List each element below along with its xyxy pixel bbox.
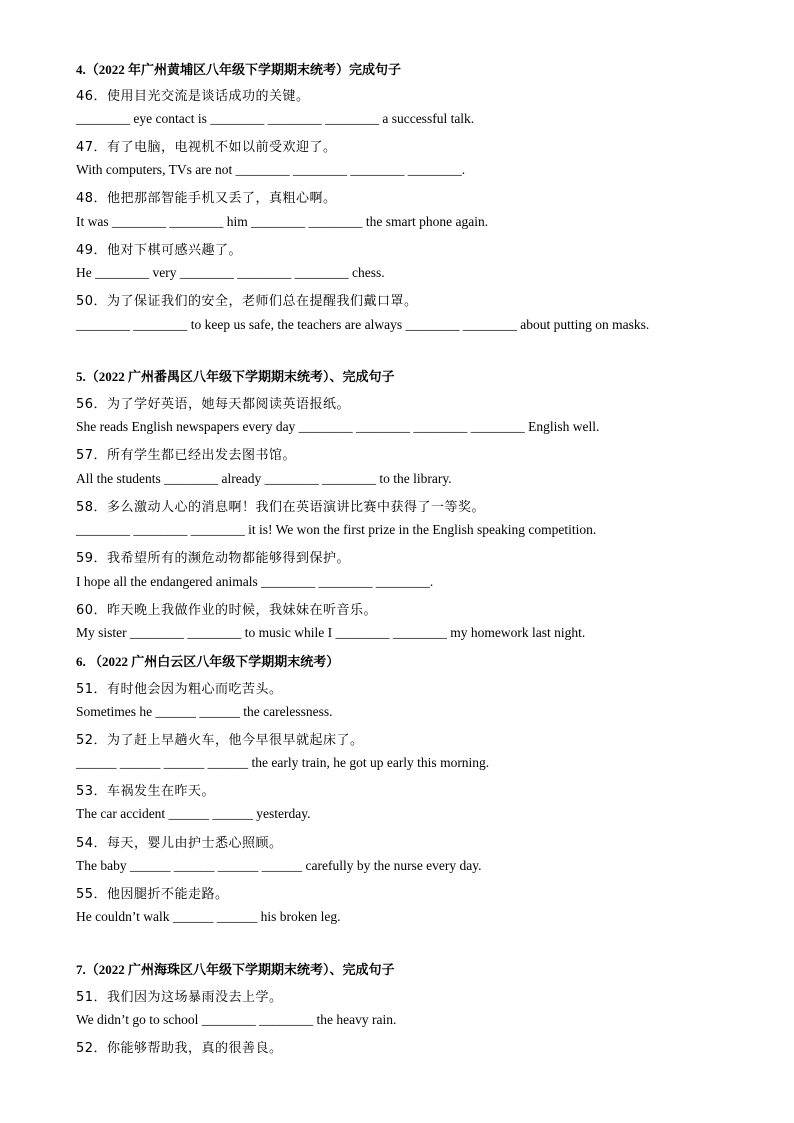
question-48-chinese: 48．他把那部智能手机又丢了，真粗心啊。 bbox=[76, 191, 337, 206]
question-46-chinese: 46．使用目光交流是谈话成功的关键。 bbox=[76, 89, 310, 104]
question-56-english: She reads English newspapers every day ________ ________ ________ ________ English well. bbox=[76, 419, 600, 434]
question-58-chinese: 58．多么激动人心的消息啊！我们在英语演讲比赛中获得了一等奖。 bbox=[76, 500, 486, 515]
question-53-english: The car accident ______ ______ yesterday. bbox=[76, 806, 311, 821]
question-60-chinese: 60．昨天晚上我做作业的时候，我妹妹在听音乐。 bbox=[76, 603, 378, 618]
question-51-chinese: 51．有时他会因为粗心而吃苦头。 bbox=[76, 682, 283, 697]
question-54-english: The baby ______ ______ ______ ______ carefully by the nurse every day. bbox=[76, 858, 482, 873]
section-4-heading: 4.（2022 年广州黄埔区八年级下学期期末统考）完成句子 bbox=[76, 62, 402, 77]
section-7-question-51-english: We didn’t go to school ________ ________ the heavy rain. bbox=[76, 1012, 397, 1027]
question-54-chinese: 54．每天，婴儿由护士悉心照顾。 bbox=[76, 836, 283, 851]
section-7-heading: 7.（2022 广州海珠区八年级下学期期末统考）、完成句子 bbox=[76, 962, 395, 977]
question-49-chinese: 49．他对下棋可感兴趣了。 bbox=[76, 243, 243, 258]
question-46-english: ________ eye contact is ________ ________ ________ a successful talk. bbox=[76, 111, 475, 126]
question-52-chinese: 52．为了赶上早趟火车，他今早很早就起床了。 bbox=[76, 733, 364, 748]
question-53-chinese: 53．车祸发生在昨天。 bbox=[76, 784, 216, 799]
question-59-english: I hope all the endangered animals ________ ________ ________. bbox=[76, 574, 434, 589]
question-57-english: All the students ________ already ________ ________ to the library. bbox=[76, 471, 452, 486]
question-59-chinese: 59．我希望所有的濒危动物都能够得到保护。 bbox=[76, 551, 351, 566]
section-5-heading: 5.（2022 广州番禺区八年级下学期期末统考）、完成句子 bbox=[76, 369, 395, 384]
question-51-english: Sometimes he ______ ______ the carelessness. bbox=[76, 704, 333, 719]
question-56-chinese: 56．为了学好英语，她每天都阅读英语报纸。 bbox=[76, 397, 351, 412]
question-50-english: ________ ________ to keep us safe, the teachers are always ________ ________ about putting on masks. bbox=[76, 317, 650, 332]
section-7-question-52-chinese: 52．你能够帮助我，真的很善良。 bbox=[76, 1041, 283, 1056]
section-6-heading: 6. （2022 广州白云区八年级下学期期末统考） bbox=[76, 654, 340, 669]
question-55-english: He couldn’t walk ______ ______ his broken leg. bbox=[76, 909, 341, 924]
question-47-chinese: 47．有了电脑，电视机不如以前受欢迎了。 bbox=[76, 140, 337, 155]
question-60-english: My sister ________ ________ to music while I ________ ________ my homework last night. bbox=[76, 625, 586, 640]
question-50-chinese: 50．为了保证我们的安全，老师们总在提醒我们戴口罩。 bbox=[76, 294, 418, 309]
question-57-chinese: 57．所有学生都已经出发去图书馆。 bbox=[76, 448, 297, 463]
question-52-english: ______ ______ ______ ______ the early train, he got up early this morning. bbox=[76, 755, 490, 770]
question-47-english: With computers, TVs are not ________ ________ ________ ________. bbox=[76, 162, 466, 177]
question-55-chinese: 55．他因腿折不能走路。 bbox=[76, 887, 229, 902]
question-48-english: It was ________ ________ him ________ ________ the smart phone again. bbox=[76, 214, 489, 229]
question-49-english: He ________ very ________ ________ ________ chess. bbox=[76, 265, 385, 280]
section-7-question-51-chinese: 51．我们因为这场暴雨没去上学。 bbox=[76, 990, 283, 1005]
question-58-english: ________ ________ ________ it is! We won the first prize in the English speaking competition. bbox=[76, 522, 597, 537]
